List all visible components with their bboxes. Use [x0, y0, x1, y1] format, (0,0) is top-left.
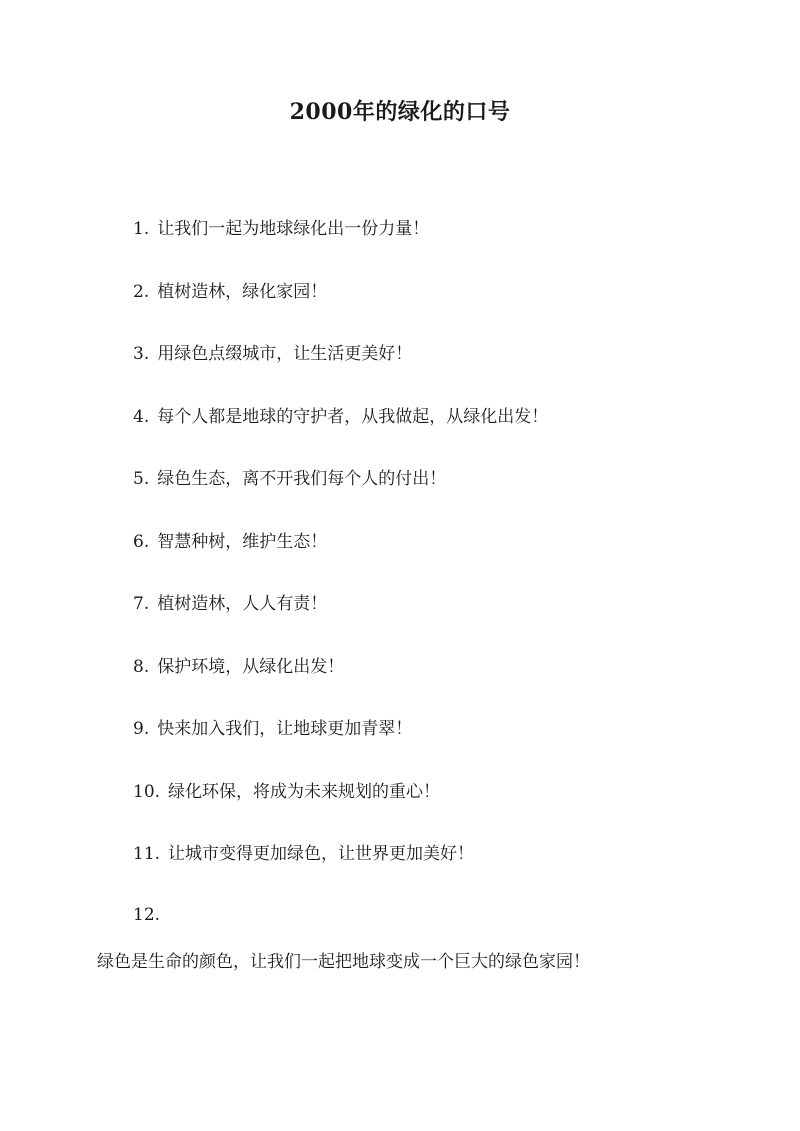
- item-text: 绿化环保，将成为未来规划的重心！: [168, 781, 441, 802]
- item-text: 植树造林，绿化家园！: [157, 281, 328, 302]
- list-item: [133, 712, 548, 775]
- item-number: 5.: [133, 469, 150, 489]
- item-number: 4.: [133, 406, 150, 427]
- item-number: 1.: [133, 219, 150, 239]
- item-text: 智慧种树，维护生态！: [157, 531, 328, 552]
- item-number: 6.: [133, 531, 150, 552]
- list-item: [133, 775, 548, 838]
- item-text: 让我们一起为地球绿化出一份力量！: [157, 219, 430, 239]
- last-item-text: 绿色是生命的颜色，让我们一起把地球变成一个巨大的绿色家园！: [97, 952, 590, 972]
- item-number: 10.: [133, 781, 161, 802]
- page-title: 2000年的绿化的口号: [289, 99, 511, 125]
- list-item: [133, 837, 548, 900]
- list-item: [133, 400, 548, 463]
- item-number: 8.: [133, 656, 150, 677]
- item-text: 绿色生态，离不开我们每个人的付出！: [157, 469, 447, 489]
- list-item: [133, 462, 548, 525]
- item-number: 9.: [133, 719, 150, 739]
- item-number: 7.: [133, 594, 150, 614]
- item-text: 保护环境，从绿化出发！: [157, 656, 345, 677]
- item-number: 3.: [133, 344, 150, 364]
- item-text: 每个人都是地球的守护者，从我做起，从绿化出发！: [157, 406, 549, 427]
- item-number: 2.: [133, 281, 150, 302]
- item-number: 11.: [133, 844, 161, 864]
- list-item: [133, 337, 548, 400]
- slogan-list: [133, 212, 548, 900]
- list-item: [133, 650, 548, 713]
- item-number-last: 12.: [133, 905, 161, 925]
- list-item: [133, 525, 548, 588]
- list-item: [133, 587, 548, 650]
- item-text: 让城市变得更加绿色，让世界更加美好！: [168, 844, 475, 864]
- item-text: 植树造林，人人有责！: [157, 594, 328, 614]
- list-item: [133, 275, 548, 338]
- item-text: 快来加入我们，让地球更加青翠！: [157, 719, 413, 739]
- item-text: 用绿色点缀城市，让生活更美好！: [157, 344, 413, 364]
- list-item: [133, 212, 548, 275]
